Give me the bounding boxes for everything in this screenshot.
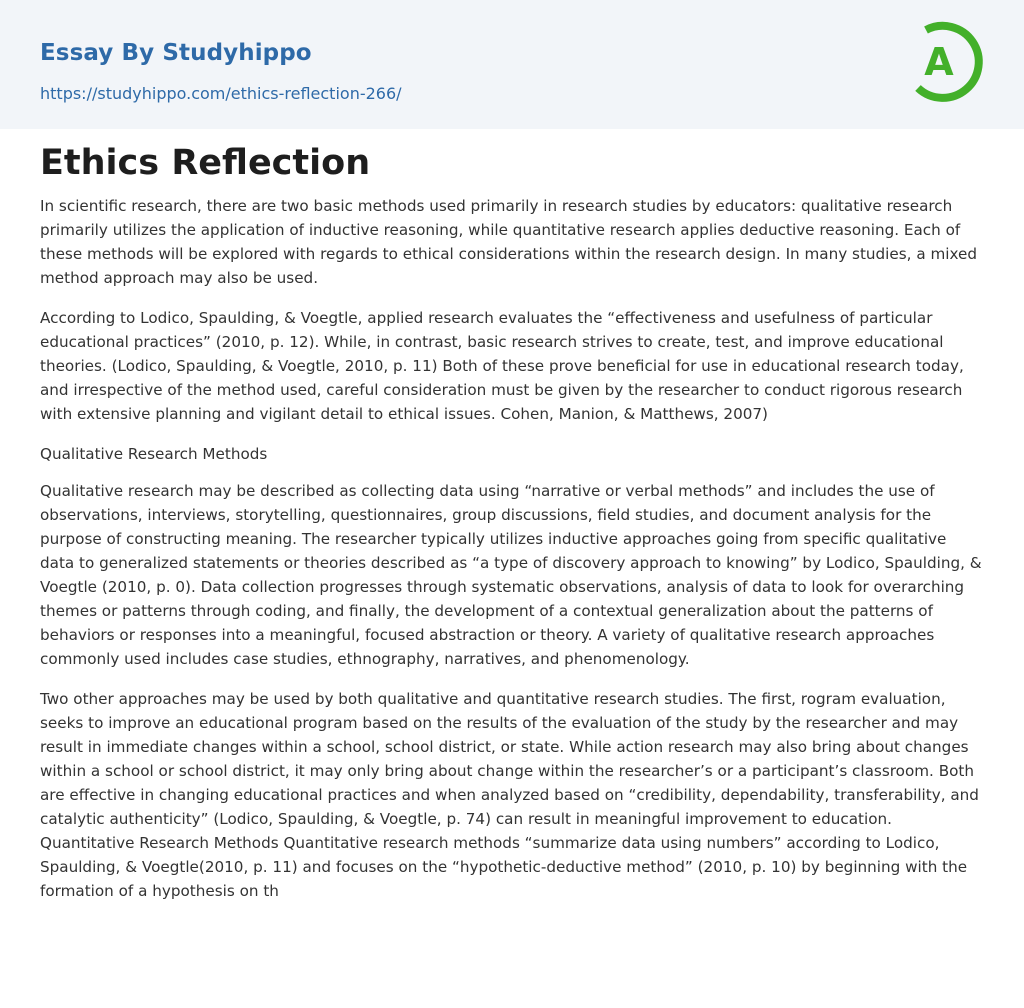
paragraph-qualitative: Qualitative research may be described as collecting data using “narrative or verbal methods” and includes the use of observations, interviews, storytelling, questionnaires, group discussions, field studies, and document analysis for the purpose of constructing meaning. The researcher typically utilizes inductive approaches going from specific qualitative data to generalized statements or theories described as “a type of discovery approach to knowing” by Lodico, Spaulding, & Voegtle (2010, p. 0). Data collection progresses through systematic observations, analysis of data to look for overarching themes or patterns through coding, and finally, the development of a contextual generalization about the patterns of behaviors or responses into a meaningful, focused abstraction or theory. A variety of qualitative research approaches commonly used includes case studies, ethnography, narratives, and phenomenology. — [40, 482, 982, 668]
page-title: Ethics Reflection — [40, 143, 371, 183]
logo-letter: A — [924, 40, 954, 84]
page-url-link[interactable]: https://studyhippo.com/ethics-reflection-266/ — [40, 84, 402, 103]
article-body — [40, 194, 984, 919]
site-header — [0, 0, 1024, 129]
logo-icon[interactable] — [908, 18, 988, 106]
section-heading-qualitative: Qualitative Research Methods — [40, 445, 268, 463]
site-title[interactable]: Essay By Studyhippo — [40, 40, 312, 66]
paragraph-applied-research: According to Lodico, Spaulding, & Voegtle, applied research evaluates the “effectiveness and usefulness of particular educational practices” (2010, p. 12). While, in contrast, basic research strives to create, test, and improve educational theories. (Lodico, Spaulding, & Voegtle, 2010, p. 11) Both of these prove beneficial for use in educational research today, and irrespective of the method used, careful consideration must be given by the researcher to conduct rigorous research with extensive planning and vigilant detail to ethical issues. Cohen, Manion, & Matthews, 2007) — [40, 309, 964, 423]
paragraph-intro: In scientific research, there are two basic methods used primarily in research studies by educators: qualitative research primarily utilizes the application of inductive reasoning, while quantitative research applies deductive reasoning. Each of these methods will be explored with regards to ethical considerations within the research design. In many studies, a mixed method approach may also be used. — [40, 197, 977, 287]
paragraph-other-approaches: Two other approaches may be used by both qualitative and quantitative research studies. The first, rogram evaluation, seeks to improve an educational program based on the results of the evaluation of the study by the researcher and may result in immediate changes within a school, school district, or state. While action research may also bring about changes within a school or school district, it may only bring about change within the researcher’s or a participant’s classroom. Both are effective in changing educational practices and when analyzed based on “credibility, dependability, transferability, and catalytic authenticity” (Lodico, Spaulding, & Voegtle, p. 74) can result in meaningful improvement to education. Quantitative Research Methods Quantitative research methods “summarize data using numbers” according to Lodico, Spaulding, & Voegtle(2010, p. 11) and focuses on the “hypothetic-deductive method” (2010, p. 10) by beginning with the formation of a hypothesis on th — [40, 690, 979, 900]
